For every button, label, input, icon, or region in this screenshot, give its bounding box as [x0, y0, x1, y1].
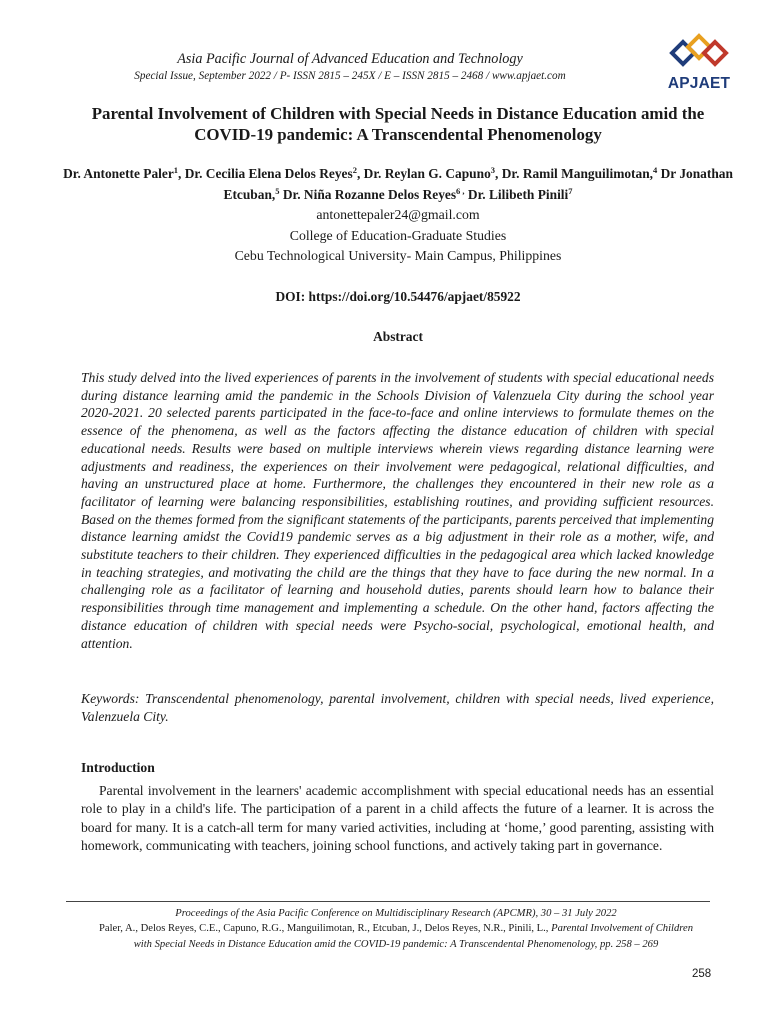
- page-number: 258: [692, 968, 712, 980]
- abstract-part-2: On the other hand, factors affecting the distance education of children with special needs were Psycho-social, psychological, emotional health, and attention.: [81, 600, 714, 651]
- logo-diamonds-icon: [660, 33, 738, 77]
- introduction-heading: Introduction: [81, 760, 155, 775]
- author-affiliation-mark: 7: [568, 186, 573, 196]
- footer-citation-title: Parental Involvement of Children with Special Needs in Distance Education amid the COVID-19 pandemic: A Transcendental Phenomenology, pp. 258 – 269: [133, 923, 694, 950]
- journal-title: Asia Pacific Journal of Advanced Education and Technology: [177, 51, 523, 67]
- author-affiliation-mark: 3: [490, 165, 496, 175]
- footer-divider: [66, 901, 710, 902]
- footer-citation-authors: Paler, A., Delos Reyes, C.E., Capuno, R.G., Manguilimotan, R., Etcuban, J., Delos Reyes, N.R., Pinili, L.,: [98, 923, 549, 935]
- author-name: Dr. Reylan G. Capuno: [363, 166, 491, 181]
- page-footer: [96, 906, 696, 952]
- logo-text: APJAET: [667, 75, 731, 92]
- author-affiliation-mark: 4: [653, 165, 658, 175]
- abstract-heading: Abstract: [373, 329, 423, 344]
- author-name: Dr. Ramil Manguilimotan,: [501, 166, 654, 181]
- author-college: College of Education-Graduate Studies: [289, 228, 507, 243]
- keywords: Keywords: Transcendental phenomenology, parental involvement, children with special needs, lived experience, Valenzuela City.: [81, 691, 714, 724]
- issue-line: Special Issue, September 2022 / P- ISSN 2815 – 245X / E – ISSN 2815 – 2468 / www.apjaet.com: [134, 70, 566, 82]
- author-name: Dr. Niña Rozanne Delos Reyes: [282, 187, 457, 202]
- footer-proceedings: Proceedings of the Asia Pacific Conference on Multidisciplinary Research (APCMR), 30 – 31 July 2022: [175, 908, 617, 919]
- paper-title: Parental Involvement of Children with Special Needs in Distance Education amid the COVID-19 pandemic: A Transcendental Phenomenology: [91, 104, 705, 144]
- author-list: Dr. Antonette Paler$^1$, Dr. Cecilia Elena Delos Reyes$^2$, Dr. Reylan G. Capuno$^3$, Dr. Ramil Manguilimotan,$^4$ Dr Jonathan Etcuban,$^5$ Dr. Niña Rozanne Delos Reyes$^{6 ,}$ Dr. Lilibeth Pinili$^7$: [63, 165, 733, 202]
- apjaet-logo: [660, 33, 738, 95]
- author-name: Dr. Antonette Paler: [63, 166, 174, 181]
- abstract-part-1: This study delved into the lived experiences of parents in the involvement of students with special educational needs during distance learning amid the pandemic in the Schools Division of Valenzuela City during the school year 2020-2021. 20 selected parents participated in the face-to-face and online interviews to formulate themes on the essence of the phenomena, as well as the factors affecting the distance education of children with special educational needs. Results were based on multiple interviews wherein views regarding distance learning were adjustments and readiness, the experiences on their involvement were pedagogical, relational difficulties, and having an unstructured place at home. Furthermore, the challenges they encountered in their new role as a facilitator of learning were balancing responsibilities, establishing routines, and providing sufficient resources. Based on the themes formed from the significant statements of the participants, parents perceived that implementing distance learning amidst the Covid19 pandemic serves as a big adjustment in their role as a mother, wife, and substitute teachers to their children. They experienced difficulties in the pedagogical area which lacked knowledge in teaching strategies, and motivating the child are the things that they have to face during the new normal. In a challenging role as a facilitator of learning and household duties, parents should learn how to balance their responsibilities through time management and implementing a schedule.: [81, 370, 714, 616]
- author-affiliation-mark: 5: [275, 186, 280, 196]
- author-university: Cebu Technological University- Main Campus, Philippines: [234, 248, 562, 263]
- author-affiliation-mark: 6 ,: [456, 186, 465, 196]
- author-affiliation-mark: 2: [352, 165, 357, 175]
- doi-link[interactable]: DOI: https://doi.org/10.54476/apjaet/85922: [275, 289, 521, 304]
- author-name: Dr Jonathan Etcuban,: [223, 166, 733, 202]
- abstract-text: [81, 369, 714, 652]
- author-name: Dr. Lilibeth Pinili: [467, 187, 569, 202]
- footer-citation: [96, 921, 696, 952]
- author-email: antonettepaler24@gmail.com: [316, 207, 480, 222]
- author-affiliation-mark: 1: [173, 165, 179, 175]
- journal-header: [60, 50, 640, 84]
- author-name: Dr. Cecilia Elena Delos Reyes: [184, 166, 353, 181]
- introduction-text: Parental involvement in the learners' academic accomplishment with special educational needs has an essential role to play in a child's life. The participation of a parent in a child affects the future of a learner. It is across the board for many. It is a catch-all term for many varied activities, including at ‘home,’ good parenting, assisting with homework, communicating with teachers, joining school functions, and actively taking part in governance.: [81, 783, 714, 853]
